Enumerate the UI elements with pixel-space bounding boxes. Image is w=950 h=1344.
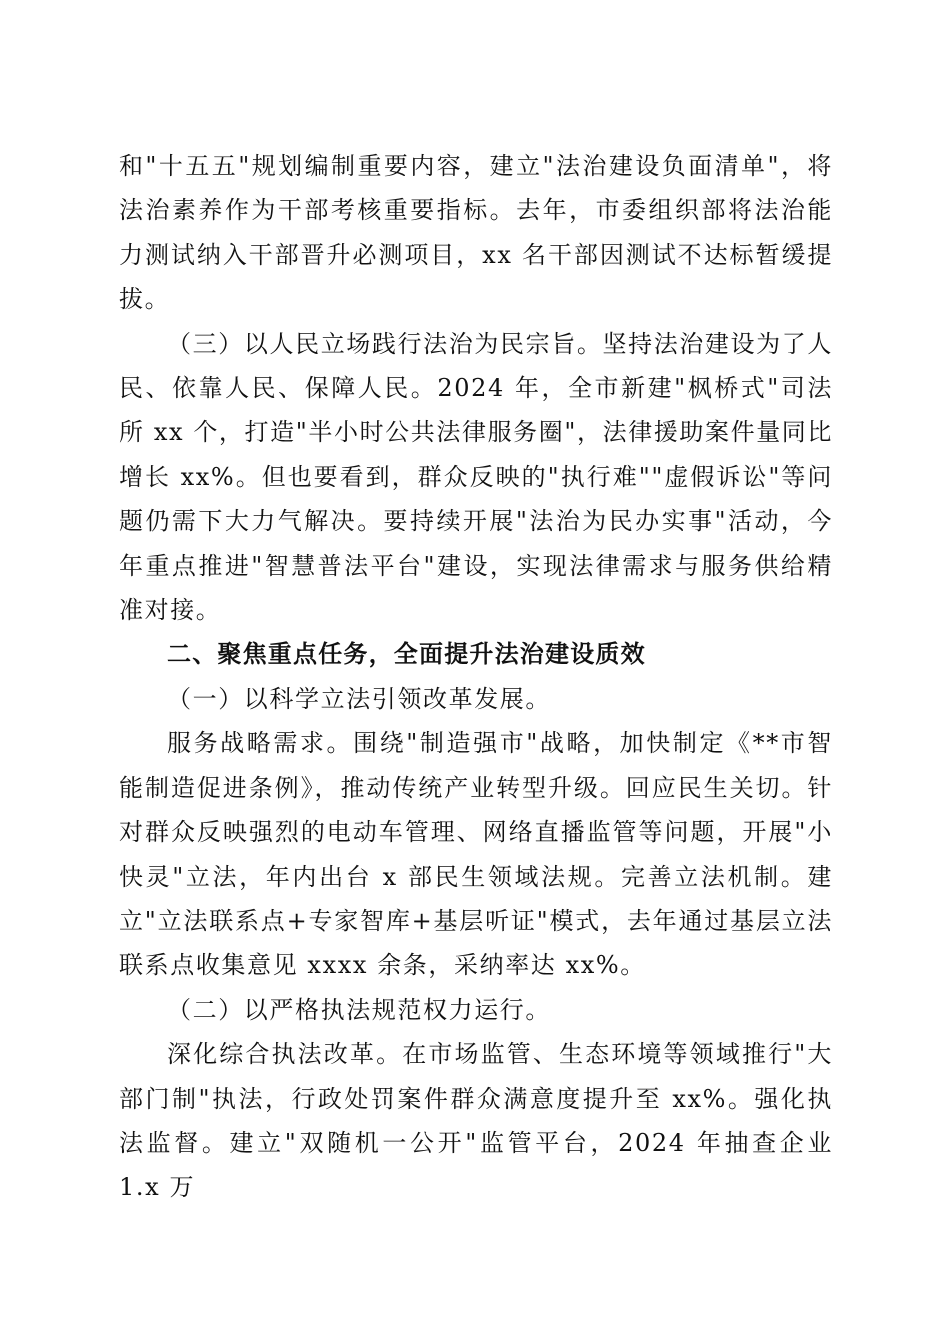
document-page xyxy=(119,144,833,1210)
paragraph-cadre-assessment: 和"十五五"规划编制重要内容，建立"法治建设负面清单"，将法治素养作为干部考核重要指标。去年，市委组织部将法治能力测试纳入干部晋升必测项目，xx 名干部因测试不达标暂缓提拔。 xyxy=(119,152,833,314)
subheading-legislation: （一）以科学立法引领改革发展。 xyxy=(167,684,551,713)
paragraph-law-enforcement: 深化综合执法改革。在市场监管、生态环境等领域推行"大部门制"执法，行政处罚案件群众满意度提升至 xx%。强化执法监督。建立"双随机一公开"监管平台，2024 年抽查企业 1.x 万 xyxy=(119,1040,833,1202)
paragraph-people-centered: （三）以人民立场践行法治为民宗旨。坚持法治建设为了人民、依靠人民、保障人民。2024 年，全市新建"枫桥式"司法所 xx 个，打造"半小时公共法律服务圈"，法律援助案件量同比增长 xx%。但也要看到，群众反映的"执行难""虚假诉讼"等问题仍需下大力气解决。要持续开展"法治为民办实事"活动，今年重点推进"智慧普法平台"建设，实现法律需求与服务供给精准对接。 xyxy=(119,329,834,625)
subheading-law-enforcement: （二）以严格执法规范权力运行。 xyxy=(167,995,551,1024)
paragraph-legislation: 服务战略需求。围绕"制造强市"战略，加快制定《**市智能制造促进条例》，推动传统产业转型升级。回应民生关切。针对群众反映强烈的电动车管理、网络直播监管等问题，开展"小快灵"立法，年内出台 x 部民生领域法规。完善立法机制。建立"立法联系点+专家智库+基层听证"模式，去年通过基层立法联系点收集意见 xxxx 余条，采纳率达 xx%。 xyxy=(119,729,833,980)
section-heading-2: 二、聚焦重点任务，全面提升法治建设质效 xyxy=(167,640,646,669)
